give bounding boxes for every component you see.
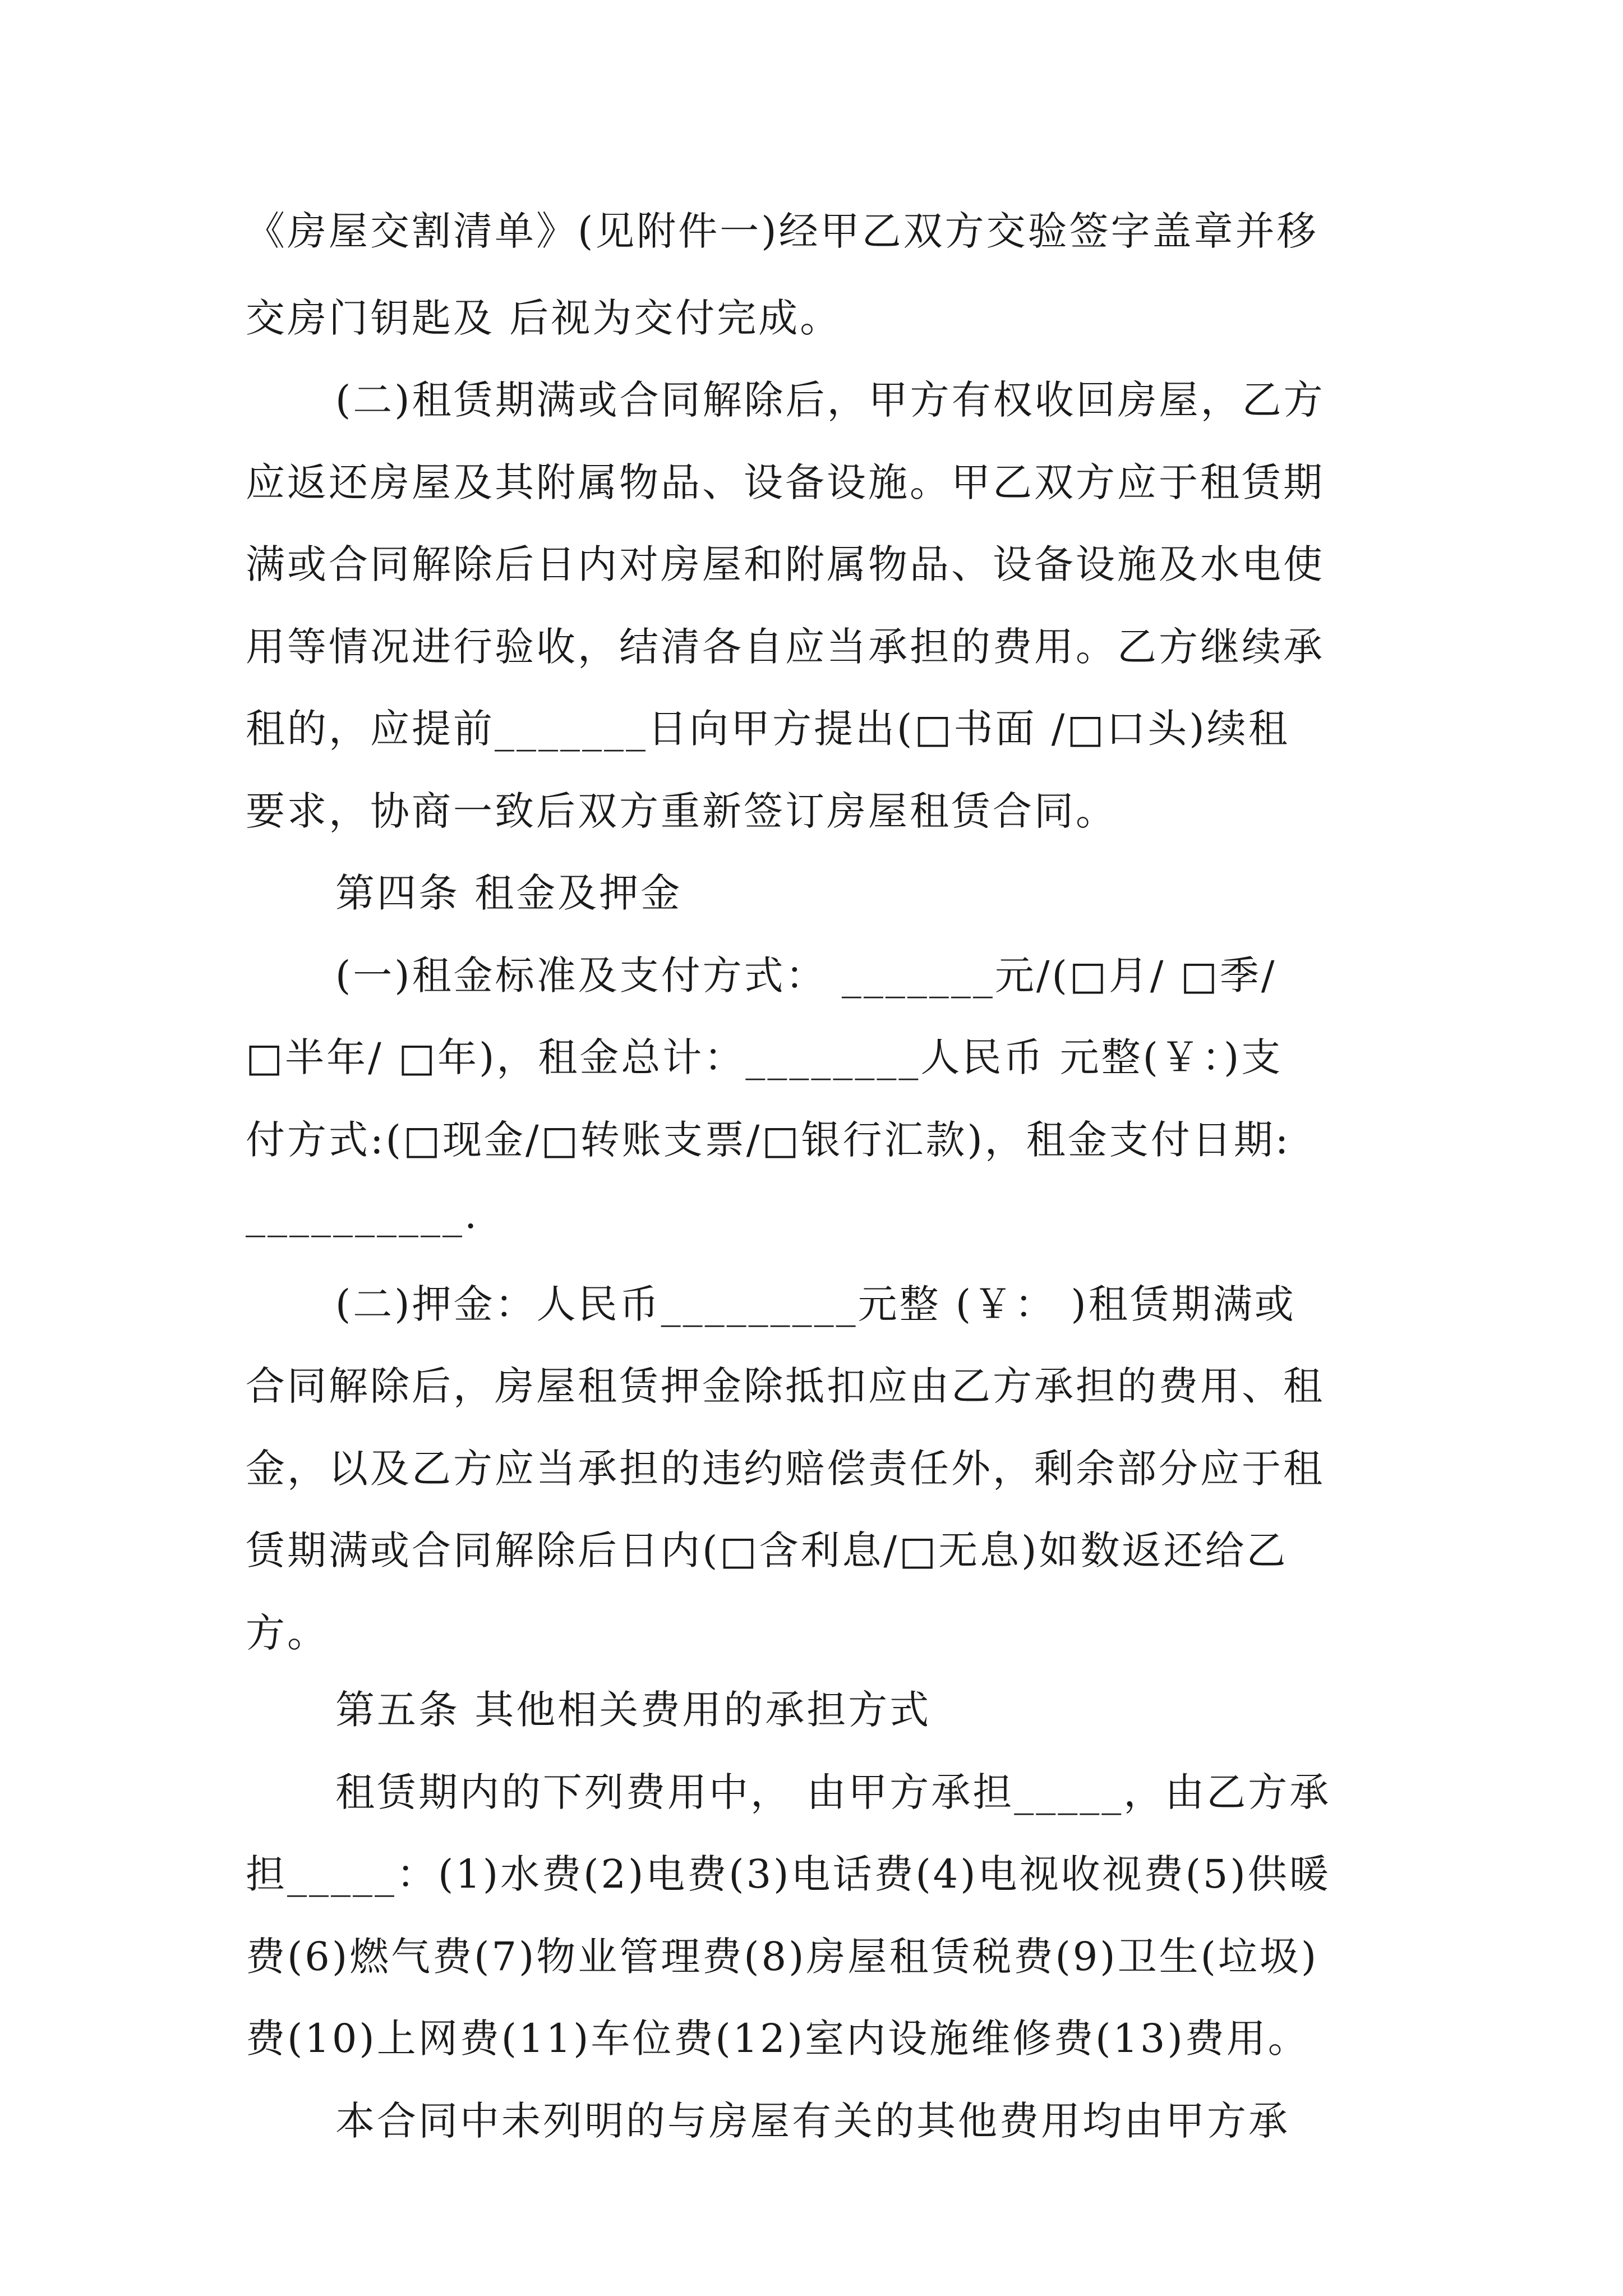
text-line: 要求，协商一致后双方重新签订房屋租赁合同。 <box>246 788 1117 834</box>
text-line: __________. <box>246 1191 479 1237</box>
text-line: 满或合同解除后日内对房屋和附属物品、设备设施及水电使 <box>246 541 1325 587</box>
text-line: (一)租金标准及支付方式： _______元/(□月/ □季/ <box>335 953 1277 999</box>
text-line: (二)押金：人民币_________元整 (￥： )租赁期满或 <box>335 1281 1296 1327</box>
text-line: 用等情况进行验收，结清各自应当承担的费用。乙方继续承 <box>246 624 1325 670</box>
text-line: 租赁期内的下列费用中， 由甲方承担_____，由乙方承 <box>335 1769 1331 1815</box>
text-line: 交房门钥匙及 后视为交付完成。 <box>246 295 842 341</box>
text-line: □半年/ □年)，租金总计：________人民币 元整(￥：)支 <box>246 1034 1283 1080</box>
text-line: 本合同中未列明的与房屋有关的其他费用均由甲方承 <box>335 2098 1290 2144</box>
text-line: 应返还房屋及其附属物品、设备设施。甲乙双方应于租赁期 <box>246 459 1325 505</box>
section-heading: 第五条 其他相关费用的承担方式 <box>335 1687 932 1733</box>
text-line: 赁期满或合同解除后日内(□含利息/□无息)如数返还给乙 <box>246 1527 1288 1573</box>
text-line: 金，以及乙方应当承担的违约赔偿责任外，剩余部分应于租 <box>246 1446 1325 1492</box>
text-line: 方。 <box>246 1610 329 1656</box>
section-heading: 第四条 租金及押金 <box>335 870 683 916</box>
text-line: 费(6)燃气费(7)物业管理费(8)房屋租赁税费(9)卫生(垃圾) <box>246 1934 1319 1980</box>
text-line: 付方式:(□现金/□转账支票/□银行汇款)，租金支付日期: <box>246 1117 1291 1163</box>
text-line: 合同解除后，房屋租赁押金除抵扣应由乙方承担的费用、租 <box>246 1363 1325 1409</box>
text-line: 租的，应提前_______日向甲方提出(□书面 /□口头)续租 <box>246 706 1290 752</box>
text-line: 《房屋交割清单》(见附件一)经甲乙双方交验签字盖章并移 <box>246 208 1318 254</box>
text-line: 担_____：(1)水费(2)电费(3)电话费(4)电视收视费(5)供暖 <box>246 1851 1331 1897</box>
text-line: 费(10)上网费(11)车位费(12)室内设施维修费(13)费用。 <box>246 2016 1310 2062</box>
text-line: (二)租赁期满或合同解除后，甲方有权收回房屋，乙方 <box>335 377 1325 423</box>
